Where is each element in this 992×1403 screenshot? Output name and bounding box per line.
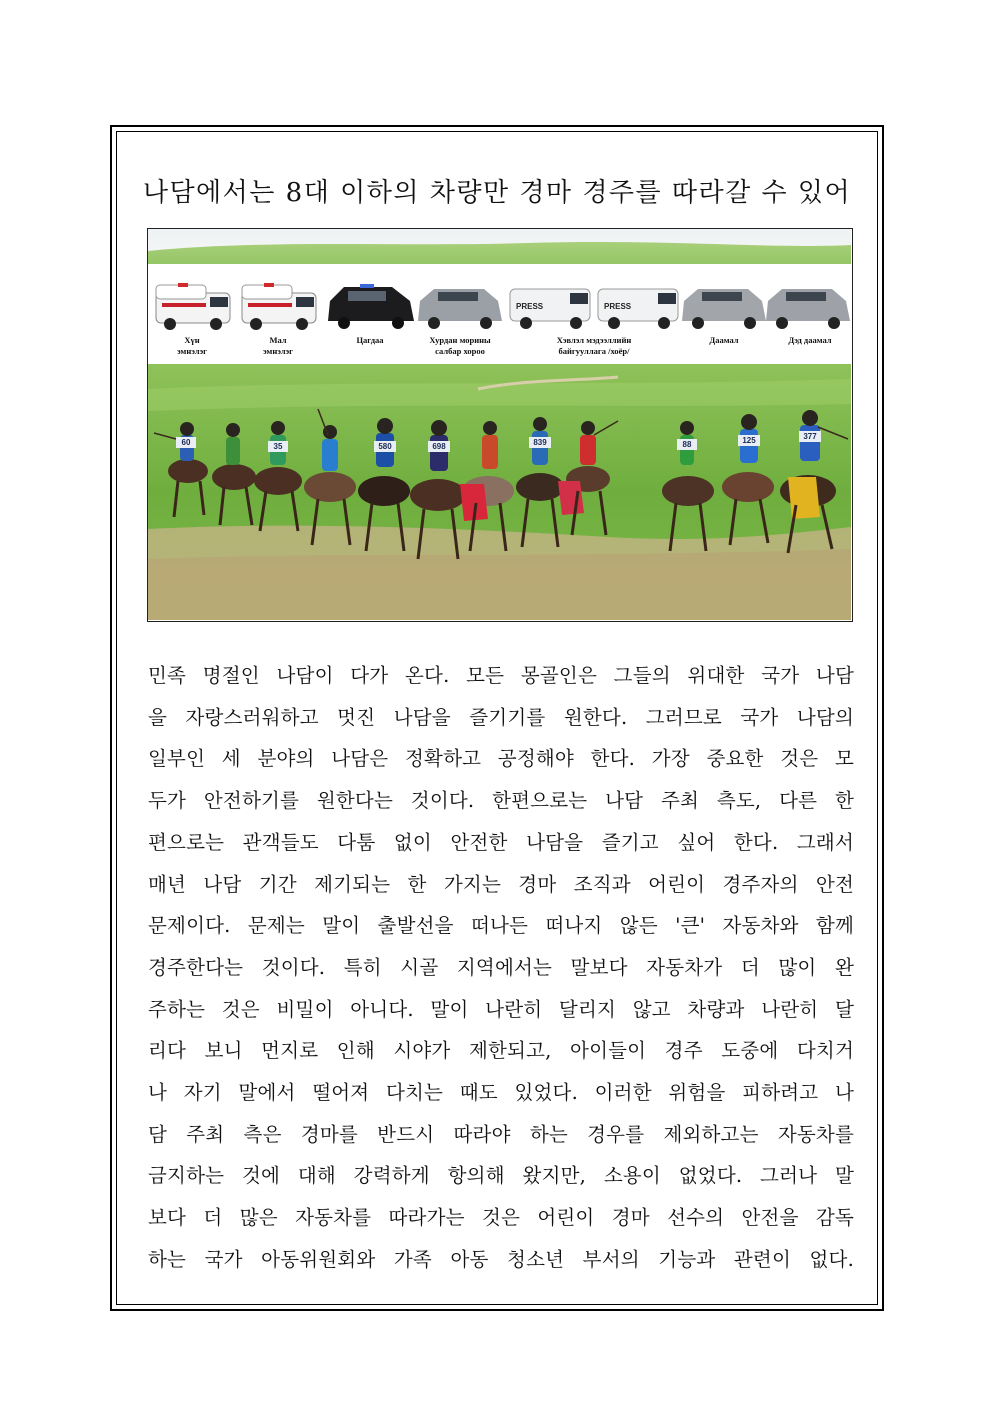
body-line-11: 나 자기 말에서 떨어져 다치는 때도 있었다. 이러한 위험을 피하려고 나 [148, 1081, 854, 1105]
vehicle-label-2-line-2: эмнэлэг [262, 346, 294, 356]
vehicle-label-1-line-1: Хүн [184, 335, 200, 345]
vehicle-label-3: Цагдаа [356, 335, 384, 345]
rider-bib-8: 377 [803, 432, 817, 441]
body-line-8: 경주한다는 것이다. 특히 시골 지역에서는 말보다 자동차가 더 많이 완 [148, 955, 854, 979]
body-line-7: 문제이다. 문제는 말이 출발선을 떠나든 떠나지 않든 '큰' 자동차와 함께 [148, 914, 854, 938]
vehicle-label-4-line-2: салбар хороо [435, 346, 485, 356]
rider-bib-5: 839 [533, 438, 547, 447]
page-border [110, 125, 884, 1311]
body-line-15: 하는 국가 아동위원회와 가족 아동 청소년 부서의 기능과 관련이 없다. [148, 1247, 854, 1271]
rider-bib-6: 88 [682, 440, 692, 449]
vehicle-label-7: Даамал [709, 335, 739, 345]
rider-bib-2: 35 [273, 442, 283, 451]
rider-bib-4: 698 [432, 442, 446, 451]
vehicle-label-8: Дэд даамал [788, 335, 832, 345]
vehicle-label-1-line-2: эмнэлэг [176, 346, 208, 356]
body-line-14: 보다 더 많은 자동차를 따라가는 것은 어린이 경마 선수의 안전을 감독 [148, 1206, 854, 1230]
body-line-6: 매년 나담 기간 제기되는 한 가지는 경마 조직과 어린이 경주자의 안전 [148, 872, 854, 896]
body-line-13: 금지하는 것에 대해 강력하게 항의해 왔지만, 소용이 없었다. 그러나 말 [148, 1164, 854, 1188]
vehicle-label-5-line-2: байгууллага /хоёр/ [558, 346, 630, 356]
article-title: 나담에서는 8대 이하의 차량만 경마 경주를 따라갈 수 있어 [142, 178, 852, 208]
body-line-9: 주하는 것은 비밀이 아니다. 말이 나란히 달리지 않고 차량과 나란히 달 [148, 997, 854, 1021]
rider-bib-3: 580 [378, 442, 392, 451]
body-line-4: 두가 안전하기를 원한다는 것이다. 한편으로는 나담 주최 측도, 다른 한 [148, 789, 854, 813]
svg-text:PRESS: PRESS [604, 302, 632, 311]
vehicle-label-5-line-1: Хэвлэл мэдээллийн [556, 335, 632, 345]
vehicle-label-2-line-1: Мал [269, 335, 287, 345]
article-photo [147, 228, 853, 622]
page-inner-border [116, 131, 878, 1305]
body-line-5: 편으로는 관객들도 다툼 없이 안전한 나담을 즐기고 싶어 한다. 그래서 [148, 830, 854, 854]
article-body [148, 655, 854, 1281]
body-line-12: 담 주최 측은 경마를 반드시 따라야 하는 경우를 제외하고는 자동차를 [148, 1122, 854, 1146]
svg-text:PRESS: PRESS [516, 302, 544, 311]
rider-bib-7: 125 [742, 436, 756, 445]
body-line-1: 민족 명절인 나담이 다가 온다. 모든 몽골인은 그들의 위대한 국가 나담 [148, 664, 854, 687]
rider-bib-1: 60 [181, 438, 191, 447]
body-line-2: 을 자랑스러워하고 멋진 나담을 즐기기를 원한다. 그러므로 국가 나담의 [148, 705, 854, 729]
body-line-10: 리다 보니 먼지로 인해 시야가 제한되고, 아이들이 경주 도중에 다치거 [148, 1039, 854, 1063]
body-line-3: 일부인 세 분야의 나담은 정확하고 공정해야 한다. 가장 중요한 것은 모 [148, 747, 854, 771]
vehicle-label-4-line-1: Хурдан морины [429, 335, 491, 345]
